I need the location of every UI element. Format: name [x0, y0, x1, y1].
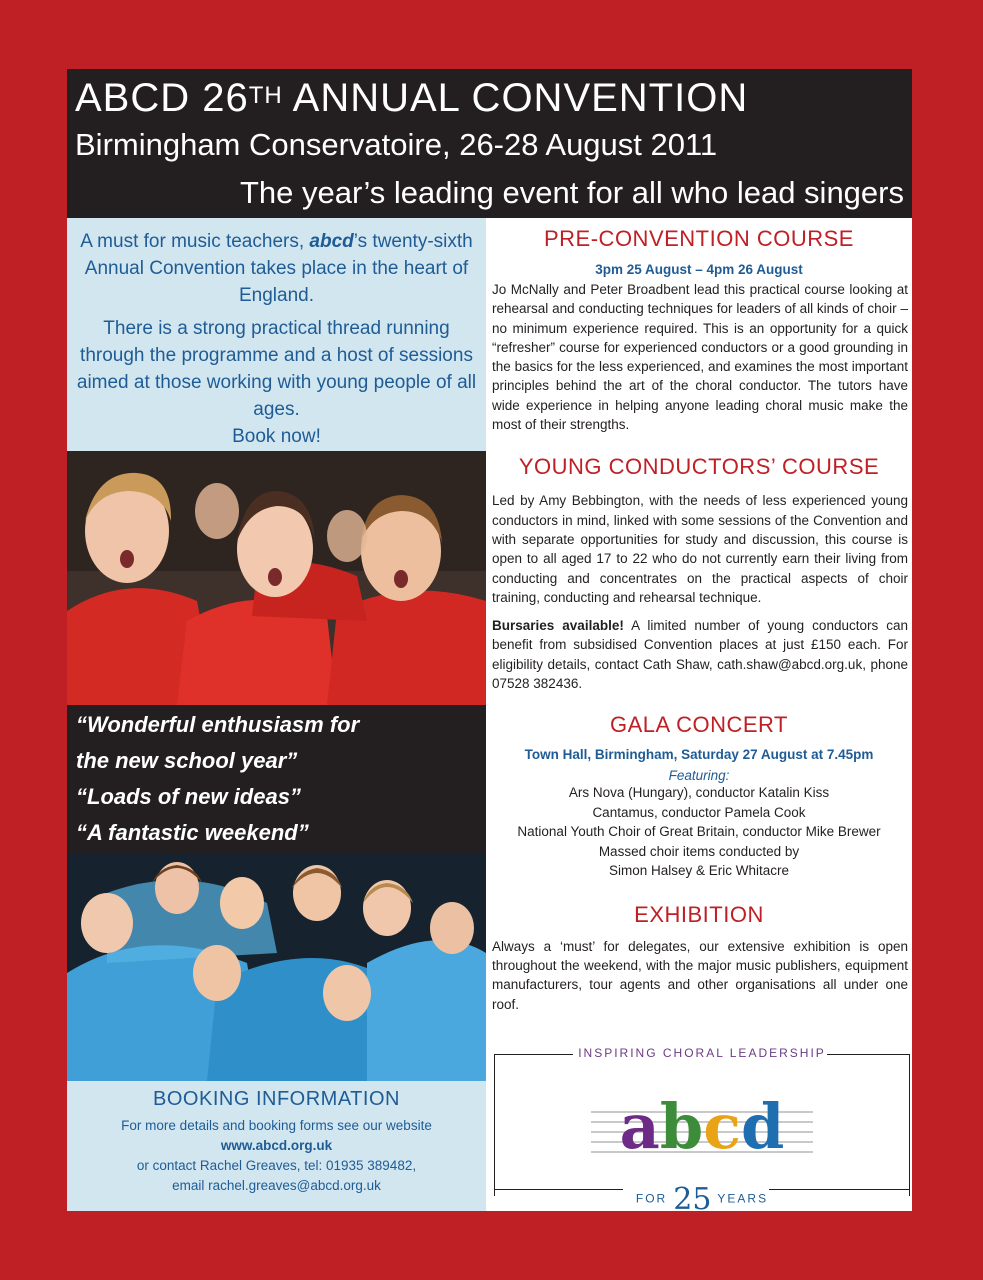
- exhibition-body: Always a ‘must’ for delegates, our extensive exhibition is open throughout the weekend, with the major music publishers, equipment manufacturers, tour agents and other organisations all under one roof.: [492, 938, 908, 1012]
- list-item: Massed choir items conducted by: [598, 843, 800, 859]
- quote-line: “Loads of new ideas”: [76, 784, 301, 809]
- booking-title: BOOKING INFORMATION: [153, 1088, 400, 1110]
- booking-information-panel: [67, 1081, 486, 1211]
- exhibition-title: EXHIBITION: [634, 901, 764, 927]
- list-item: National Youth Choir of Great Britain, conductor Mike Brewer: [517, 824, 881, 840]
- bursaries-paragraph: Bursaries available! A limited number of young conductors can benefit from subsidised Convention places at just £150 each. For eligibility details, contact Cath Shaw, cath.shaw@abcd.org.uk, phone 07528 382436.: [492, 618, 908, 692]
- logo-letters: [495, 1092, 909, 1162]
- header-banner: [67, 69, 912, 218]
- booking-contact-line: or contact Rachel Greaves, tel: 01935 389482,: [136, 1158, 417, 1173]
- gala-concert-title: GALA CONCERT: [610, 712, 788, 738]
- pre-convention-body: Jo McNally and Peter Broadbent lead this practical course looking at rehearsal and conducting techniques for leaders of all kinds of choir – no minimum experience required. This is an opportunity for a quick “refresher” course for experienced conductors or a good grounding in the basics for the less experienced, and examines the most important principles behind the art of the choral conductor. The tutors have wide experience in helping anyone leading choral music make the most of their strengths.: [492, 282, 908, 433]
- featuring-label: Featuring:: [668, 768, 730, 784]
- website-link[interactable]: www.abcd.org.uk: [220, 1138, 333, 1153]
- logo-caption: INSPIRING CHORAL LEADERSHIP: [578, 1046, 826, 1060]
- list-item: Cantamus, conductor Pamela Cook: [592, 804, 806, 820]
- gala-performers: [486, 783, 912, 881]
- young-conductors-title: YOUNG CONDUCTORS’ COURSE: [518, 454, 880, 480]
- young-conductors-body: Led by Amy Bebbington, with the needs of less experienced young conductors in mind, linked with some sessions of the Convention and with separate opportunities for study and discussion, this course is open to all aged 17 to 22 who do not currently earn their living from conducting and concentrates on the practical aspects of choir training, conducting and rehearsal technique.: [492, 493, 908, 605]
- list-item: Ars Nova (Hungary), conductor Katalin Kiss: [568, 785, 830, 801]
- logo-letter: c: [703, 1090, 741, 1163]
- logo-letter: b: [659, 1090, 704, 1163]
- logo-tagline: FOR 25 YEARS: [635, 1182, 769, 1217]
- quote-line: “A fantastic weekend”: [76, 820, 309, 845]
- logo-letter: a: [619, 1090, 660, 1163]
- testimonial-quotes: [67, 705, 486, 853]
- pre-convention-title: PRE-CONVENTION COURSE: [544, 226, 854, 251]
- intro-paragraph-1: A must for music teachers, abcd’s twenty-sixth Annual Convention takes place in the heart of England.: [80, 231, 473, 306]
- quote-line: the new school year”: [76, 748, 298, 773]
- venue-and-dates: Birmingham Conservatoire, 26-28 August 2011: [75, 127, 718, 162]
- flyer-sheet: [67, 69, 912, 1217]
- pre-convention-dates: 3pm 25 August – 4pm 26 August: [595, 262, 803, 277]
- youth-choir-photo: [67, 853, 486, 1081]
- tagline: The year’s leading event for all who lead singers: [239, 175, 904, 210]
- book-now-text: Book now!: [232, 426, 321, 447]
- right-column: [486, 218, 912, 1217]
- children-choir-photo: [67, 451, 486, 705]
- logo-letter: d: [740, 1090, 785, 1163]
- intro-paragraph-2: There is a strong practical thread running through the programme and a host of sessions aimed at those working with young people of all ages.: [76, 318, 477, 420]
- convention-title: ABCD 26TH ANNUAL CONVENTION: [75, 76, 749, 120]
- abcd-logo: [494, 1046, 910, 1217]
- booking-email-line[interactable]: email rachel.greaves@abcd.org.uk: [172, 1178, 381, 1193]
- quote-line: “Wonderful enthusiasm for: [76, 712, 360, 737]
- intro-panel: [67, 218, 486, 451]
- list-item: Simon Halsey & Eric Whitacre: [608, 863, 790, 879]
- booking-line: For more details and booking forms see our website: [121, 1118, 432, 1133]
- gala-venue: Town Hall, Birmingham, Saturday 27 August at 7.45pm: [524, 747, 874, 763]
